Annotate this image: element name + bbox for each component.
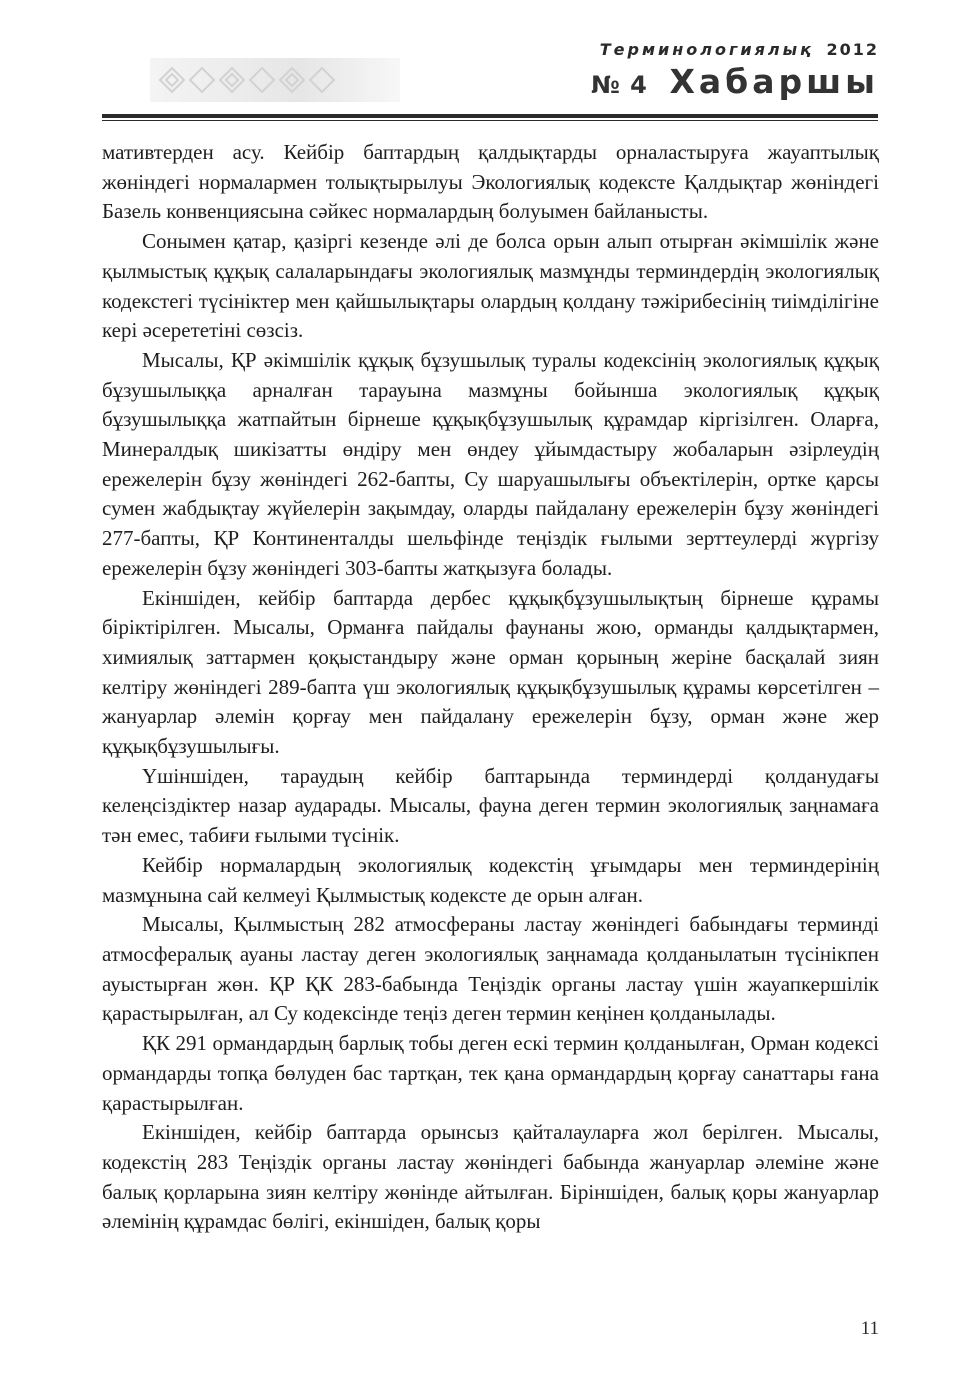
paragraph: Мысалы, ҚР әкімшілік құқық бұзушылық туралы кодексінің экологиялық құқық бұзушылыққа арналған тарауына мазмұны бойынша экологиялық құқық бұзушылыққа жатпайтын бірнеше құқықбұзушылық құрамдар кіргізілген. Оларға, Минералдық шикізатты өндіру мен өндеу ұйымдастыру жобаларын әзірлеудің ережелерін бұзу жөніндегі 262-бапты, Су шаруашылығы объектілерін, ортке қарсы сумен жабдықтау жүйелерін зақымдау, оларды пайдалану ережелерін бұзу жөніндегі 277-бапты, ҚР Континенталды шельфінде теңіздік ғылыми зерттеулерді жүргізу ережелерін бұзу жөніндегі 303-бапты жатқызуға болады. [102,347,879,580]
ornament-pattern-icon [150,58,400,102]
journal-title: Хабаршы [669,62,879,101]
paragraph: Екіншіден, кейбір баптарда орынсыз қайталауларға жол берілген. Мысалы, кодекстің 283 Теңіздік органы ластау жөніндегі бабында жануарлар әлеміне және балық қорларына зиян келтіру жөнінде айтылған. Біріншіден, балық қоры жануарлар әлемінің құрамдас бөлігі, екіншіден, балық қоры [102,1120,879,1234]
paragraph: Үшіншіден, тараудың кейбір баптарында терминдерді қолданудағы келеңсіздіктер назар аударады. Мысалы, фауна деген термин экологиялық заңнамаға тән емес, табиғи ғылыми түсінік. [102,763,879,848]
journal-title-line [591,62,879,101]
paragraph: Мысалы, Қылмыстың 282 атмосфераны ластау жөніндегі бабындағы терминді атмосфералық ауаны ластау деген экологиялық заңнамада қолданылатын түсінікпен ауыстырған жөн. ҚР ҚК 283-бабында Теңіздік органы ластау үшін жауапкершілік қарастырылған, ал Су кодексінде теңіз деген термин кеңінен қолданылады. [102,912,879,1026]
paragraph: Екіншіден, кейбір баптарда дербес құқықбұзушылықтың бірнеше құрамы біріктірілген. Мысалы, Орманға пайдалы фаунаны жою, орманды қалдықтармен, химиялық заттармен қоқыстандыру және орман қорының жеріне басқалай зиян келтіру жөніндегі 289-бапта үш экологиялық құқықбұзушылық құрамы көрсетілген – жануарлар әлемін қорғау мен пайдалану ережелерін бұзу, орман және жер құқықбұзушылығы. [102,585,879,759]
paragraph: мативтерден асу. Кейбір баптардың қалдықтарды орналастыруға жауаптылық жөніндегі нормалармен толықтырылуы Экологиялық кодексте Қалдықтар жөніндегі Базель конвенциясына сәйкес нормалардың болуымен байланысты. [102,140,879,224]
page-number: 11 [860,1318,879,1339]
header-rule-thin [102,120,878,121]
paragraph: ҚК 291 ормандардың барлық тобы деген ескі термин қолданылған, Орман кодексі ормандарды топқа бөлуден бас тартқан, тек қана ормандардың қорғау санаттары ғана қарастырылған. [102,1031,879,1115]
journal-series-line [600,40,879,59]
paragraph: Кейбір нормалардың экологиялық кодекстің ұғымдары мен терминдерінің мазмұнына сай келмеуі Қылмыстық кодексте де орын алған. [102,852,879,907]
journal-year: 2012 [826,40,879,59]
page-header [0,0,959,130]
ornament-banner [150,58,400,102]
article-body [102,138,879,1237]
journal-series: Терминологиялық [599,40,814,59]
paragraph: Сонымен қатар, қазіргі кезенде әлі де болса орын алып отырған әкімшілік және қылмыстық құқық салаларындағы экологиялық мазмұнды терминдердің экологиялық кодекстегі түсініктер мен қайшылықтары олардың қолдану тәжірибесінің тиімділігіне кері әсерететіні сөзсіз. [102,229,879,343]
issue-number: № 4 [590,71,648,99]
header-rule-thick [102,114,878,118]
